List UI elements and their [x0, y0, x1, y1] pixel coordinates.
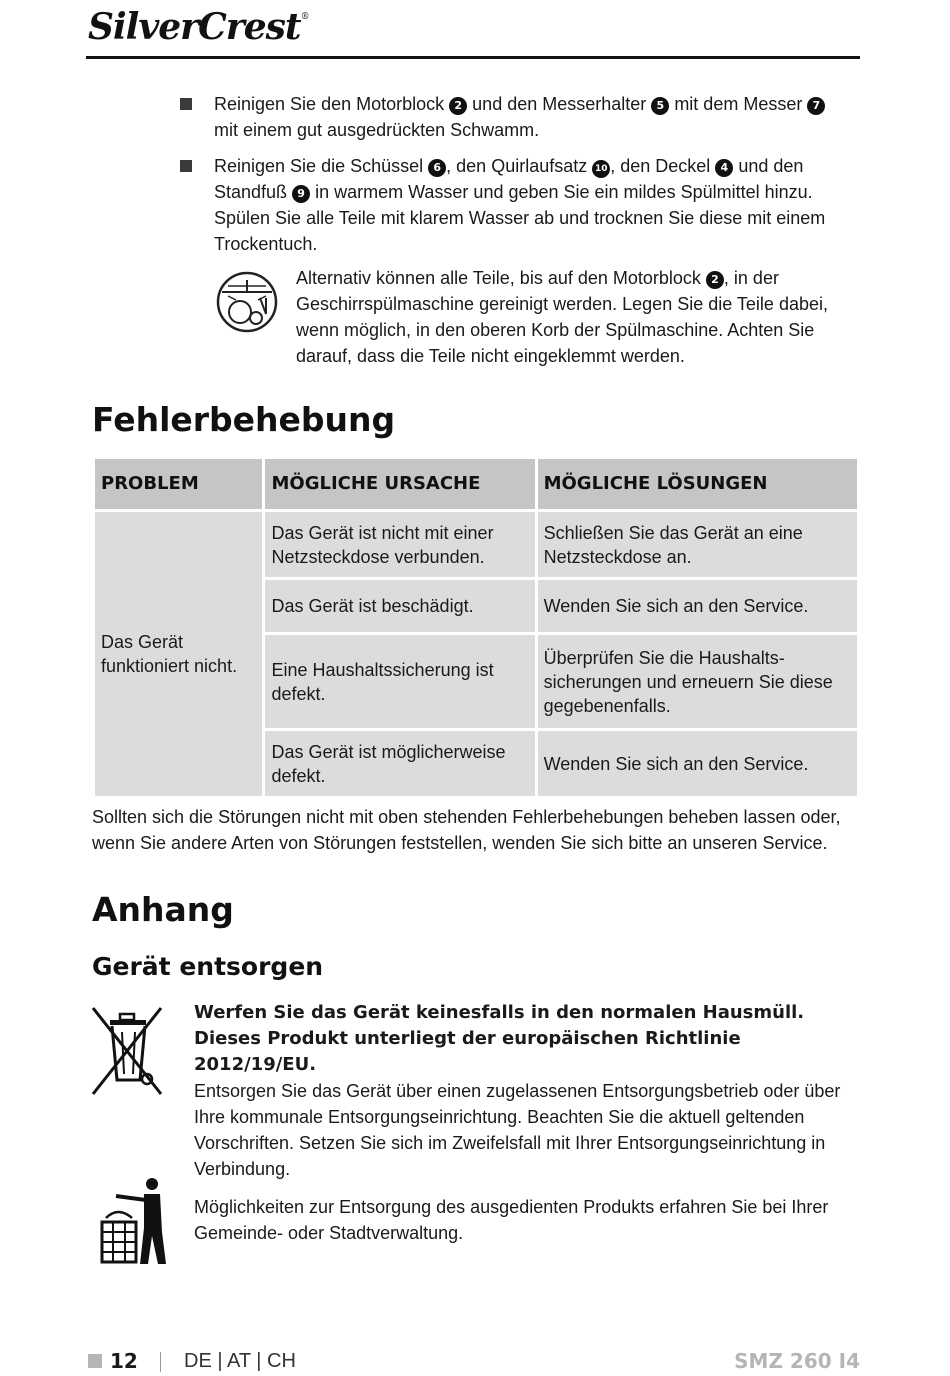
part-number-badge: 5 [651, 97, 669, 115]
bullet-text: , den Deckel [610, 156, 711, 176]
troubleshooting-table [92, 456, 860, 799]
bullet-text: und den Messerhalter [472, 94, 647, 114]
model-number: SMZ 260 I4 [734, 1349, 860, 1373]
part-number-badge: 4 [715, 159, 733, 177]
cleaning-bullet-2 [214, 153, 854, 257]
column-header: PROBLEM [94, 458, 264, 511]
brand-logo [88, 6, 309, 48]
solution-cell: Überprüfen Sie die Haushalts-sicherungen und erneuern Sie diese gegebenenfalls. [536, 634, 858, 730]
solution-cell: Schließen Sie das Gerät an eine Netzsteckdose an. [536, 511, 858, 579]
bullet-text: Reinigen Sie den Motorblock [214, 94, 445, 114]
part-number-badge: 10 [592, 160, 610, 178]
bullet-text: , den Quirlaufsatz [446, 156, 588, 176]
table-row [94, 511, 859, 579]
part-number-badge: 6 [428, 159, 446, 177]
bullet-text: Reinigen Sie die Schüssel [214, 156, 424, 176]
header-rule [86, 56, 860, 59]
disposal-warning: Werfen Sie das Gerät keinesfalls in den normalen Hausmüll. Dieses Produkt unterliegt der europäischen Richtlinie 2012/19/EU. [194, 1002, 805, 1075]
note-text: Alternativ können alle Teile, bis auf den Motorblock [296, 268, 701, 288]
footer-square-icon [88, 1354, 102, 1368]
table-header-row [94, 458, 859, 511]
solution-cell: Wenden Sie sich an den Service. [536, 730, 858, 798]
bullet-text: und den Standfuß [214, 156, 804, 202]
service-note: Sollten sich die Störungen nicht mit oben stehenden Fehlerbehebungen beheben lassen oder, wenn Sie andere Arten von Störungen feststellen, wenden Sie sich bitte an unseren Service. [92, 807, 841, 853]
disposal-instructions: Entsorgen Sie das Gerät über einen zugelassenen Entsorgungsbetrieb oder über Ihre kommunale Entsorgungseinrichtung. Beachten Sie die aktuell geltenden Vorschriften. Setzen Sie sich im Zweifelsfall mit Ihrer Entsorgungseinrichtung in Verbindung. [194, 1081, 841, 1179]
appendix-heading: Anhang [92, 890, 234, 929]
footer-divider [160, 1352, 161, 1372]
footer-languages: DE | AT | CH [184, 1350, 296, 1372]
brand-name: SilverCrest [88, 6, 301, 48]
disposal-heading: Gerät entsorgen [92, 952, 324, 981]
trademark-symbol: ® [300, 12, 309, 22]
crossed-bin-icon [90, 1004, 164, 1098]
part-number-badge: 7 [807, 97, 825, 115]
bullet-text: mit einem gut ausgedrückten Schwamm. [214, 120, 540, 140]
cleaning-bullet-1 [214, 91, 854, 143]
column-header: MÖGLICHE LÖSUNGEN [536, 458, 858, 511]
part-number-badge: 9 [292, 185, 310, 203]
dishwasher-note [296, 265, 856, 369]
municipal-disposal-note: Möglichkeiten zur Entsorgung des ausgedienten Produkts erfahren Sie bei Ihrer Gemeinde- oder Stadtverwaltung. [194, 1197, 829, 1243]
cause-cell: Eine Haushaltssicherung ist defekt. [264, 634, 536, 730]
solution-cell: Wenden Sie sich an den Service. [536, 579, 858, 634]
part-number-badge: 2 [706, 271, 724, 289]
page-number: 12 [110, 1349, 138, 1373]
dishwasher-icon [214, 270, 280, 336]
part-number-badge: 2 [449, 97, 467, 115]
bullet-square-icon [180, 98, 192, 110]
cause-cell: Das Gerät ist nicht mit einer Netzsteckdose verbunden. [264, 511, 536, 579]
cause-cell: Das Gerät ist beschädigt. [264, 579, 536, 634]
bullet-square-icon [180, 160, 192, 172]
column-header: MÖGLICHE URSACHE [264, 458, 536, 511]
troubleshooting-heading: Fehlerbehebung [92, 400, 396, 439]
bullet-text: mit dem Messer [674, 94, 803, 114]
bullet-text: in warmem Wasser und geben Sie ein mildes Spülmittel hinzu. Spülen Sie alle Teile mit klarem Wasser ab und trocknen Sie diese mit einem Trockentuch. [214, 182, 826, 254]
cause-cell: Das Gerät ist möglicherweise defekt. [264, 730, 536, 798]
problem-cell: Das Gerät funktioniert nicht. [94, 511, 264, 798]
trash-disposal-icon [100, 1178, 170, 1266]
note-text: , in der Geschirrspülmaschine gereinigt werden. Legen Sie die Teile dabei, wenn möglich, in den oberen Korb der Spülmaschine. Achten Sie darauf, dass die Teile nicht eingeklemmt werden. [296, 268, 828, 366]
